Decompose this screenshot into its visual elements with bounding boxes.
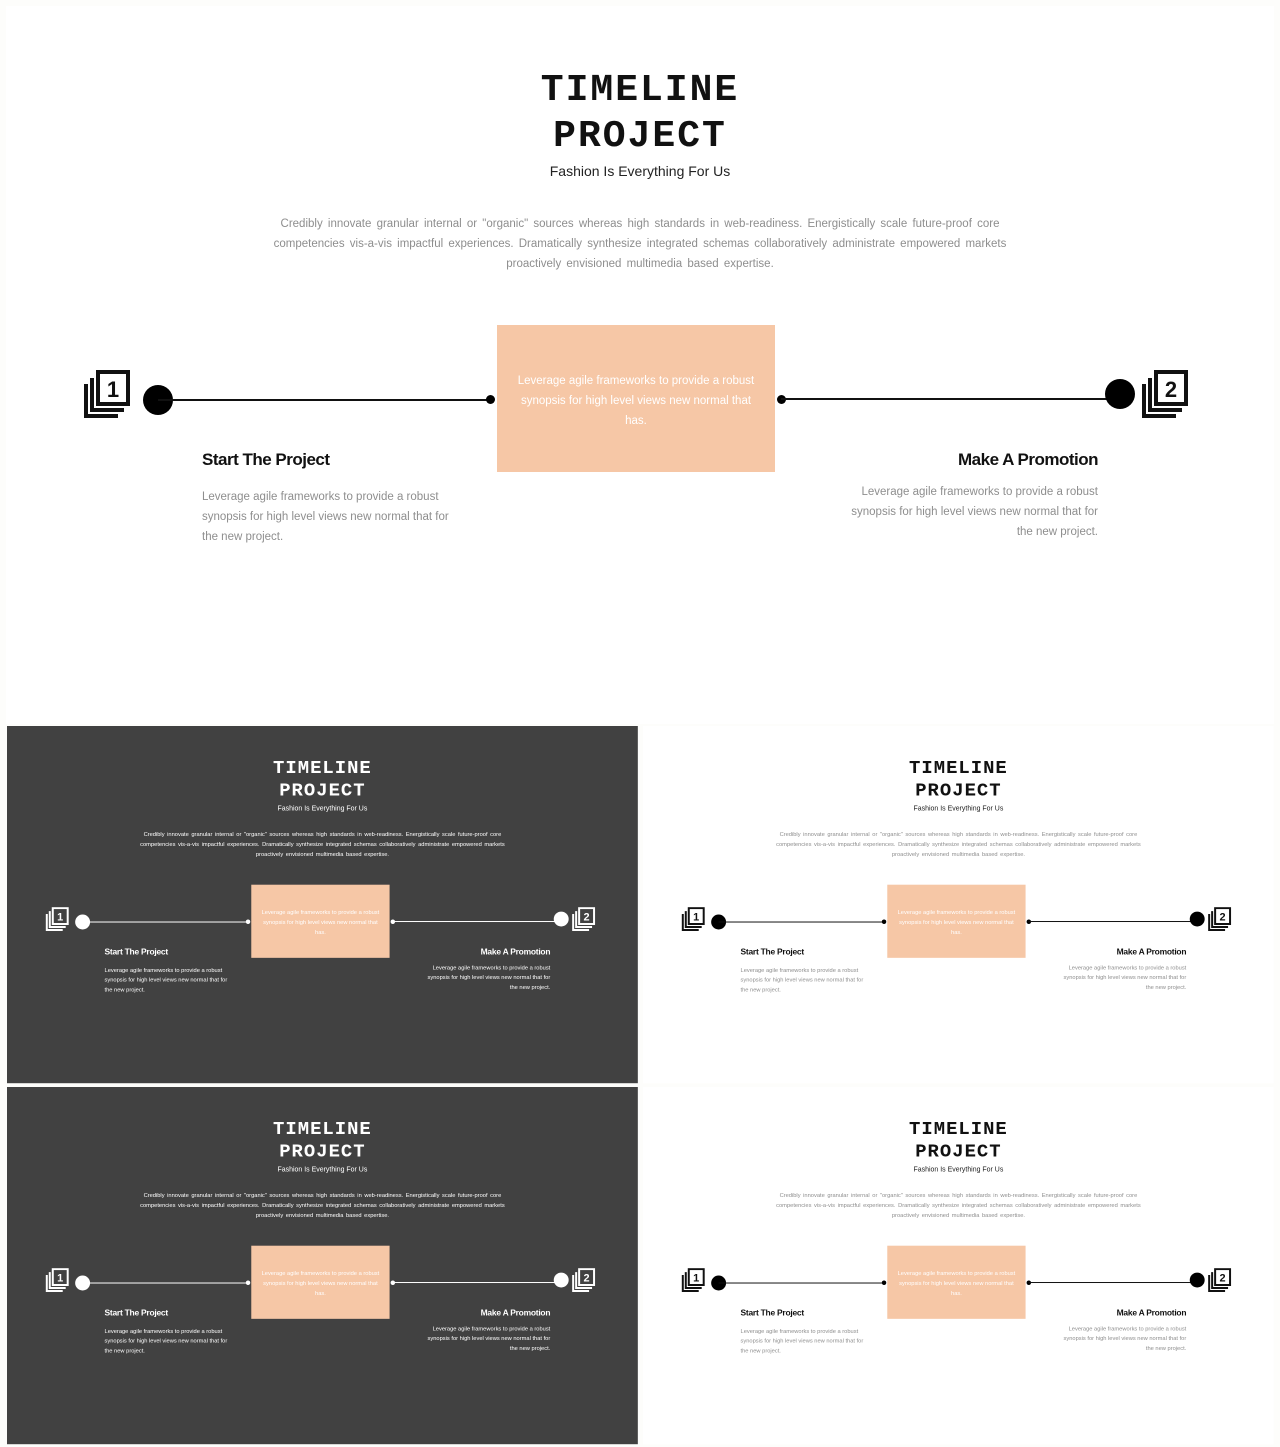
- timeline-joint-dot: [486, 395, 495, 404]
- milestone-number: 1: [106, 377, 120, 402]
- center-box-text: Leverage agile frameworks to provide a robust synopsis for high level views new normal that has.: [261, 1270, 380, 1297]
- milestone-desc-start: Leverage agile frameworks to provide a robust synopsis for high level views new normal that for the new project.: [104, 967, 228, 994]
- timeline-joint-dot: [246, 920, 250, 924]
- title-line-1: TIMELINE: [909, 1118, 1008, 1140]
- stacked-square-1-icon: [45, 907, 70, 932]
- slide-title: [7, 757, 638, 803]
- slide-subtitle: Fashion Is Everything For Us: [913, 804, 1004, 813]
- timeline-line-left: [83, 922, 249, 923]
- timeline-joint-dot: [882, 1281, 886, 1285]
- milestone-number: 2: [1164, 377, 1178, 402]
- center-box-text: Leverage agile frameworks to provide a robust synopsis for high level views new normal that has.: [897, 909, 1016, 936]
- title-line-1: TIMELINE: [540, 69, 740, 112]
- milestone-title-start: Start The Project: [104, 946, 168, 957]
- slide-main: [6, 6, 1274, 724]
- milestone-title-start: Start The Project: [740, 946, 804, 957]
- stacked-square-1-icon: [681, 1268, 706, 1293]
- slide-title: [643, 1118, 1274, 1164]
- stacked-square-2-icon: [1207, 1268, 1232, 1293]
- milestone-desc-promotion: Leverage agile frameworks to provide a robust synopsis for high level views new normal that for the new project.: [1063, 964, 1187, 991]
- timeline-line-left: [719, 1283, 885, 1284]
- timeline-end-dot: [554, 912, 569, 927]
- title-line-1: TIMELINE: [273, 1118, 372, 1140]
- milestone-title-promotion: Make A Promotion: [480, 1307, 551, 1318]
- stacked-square-2-icon: [1207, 907, 1232, 932]
- timeline-joint-dot: [882, 920, 886, 924]
- milestone-number: 1: [693, 911, 700, 924]
- slide-thumb-top-left: [7, 726, 638, 1083]
- center-highlight-box: [887, 1246, 1025, 1319]
- milestone-desc-promotion: Leverage agile frameworks to provide a robust synopsis for high level views new normal that for the new project.: [1063, 1325, 1187, 1352]
- slide-title: [6, 68, 1274, 160]
- slide-title: [7, 1118, 638, 1164]
- center-box-text: Leverage agile frameworks to provide a robust synopsis for high level views new normal that has.: [897, 1270, 1016, 1297]
- timeline-line-left: [83, 1283, 249, 1284]
- center-highlight-box: [887, 885, 1025, 958]
- stacked-square-1-icon: [681, 907, 706, 932]
- milestone-title-start: Start The Project: [740, 1307, 804, 1318]
- center-box-text: Leverage agile frameworks to provide a robust synopsis for high level views new normal that has.: [517, 375, 755, 427]
- center-highlight-box: [251, 885, 389, 958]
- milestone-number: 2: [583, 911, 590, 924]
- milestone-number: 1: [693, 1272, 700, 1285]
- milestone-number: 1: [57, 911, 64, 924]
- timeline-end-dot: [1105, 379, 1135, 409]
- slide-subtitle: Fashion Is Everything For Us: [277, 804, 368, 813]
- milestone-desc-start: Leverage agile frameworks to provide a robust synopsis for high level views new normal that for the new project.: [740, 967, 864, 994]
- milestone-title-start: Start The Project: [104, 1307, 168, 1318]
- timeline-end-dot: [1190, 1273, 1205, 1288]
- stacked-square-1-icon: [45, 1268, 70, 1293]
- stacked-square-2-icon: [1140, 370, 1190, 420]
- timeline-joint-dot: [246, 1281, 250, 1285]
- slide-thumb-bottom-right: [643, 1087, 1274, 1444]
- title-line-1: TIMELINE: [909, 757, 1008, 779]
- milestone-title-promotion: Make A Promotion: [480, 946, 551, 957]
- stacked-square-1-icon: [82, 370, 132, 420]
- center-highlight-box: [497, 325, 775, 472]
- slide-thumb-top-right: [643, 726, 1274, 1083]
- title-line-2: PROJECT: [915, 1141, 1002, 1163]
- center-box-text: Leverage agile frameworks to provide a robust synopsis for high level views new normal that has.: [261, 909, 380, 936]
- timeline-line-right: [781, 398, 1121, 400]
- milestone-desc-promotion: Leverage agile frameworks to provide a robust synopsis for high level views new normal that for the new project.: [427, 964, 551, 991]
- milestone-desc-start: Leverage agile frameworks to provide a robust synopsis for high level views new normal that for the new project.: [202, 491, 449, 543]
- milestone-desc-promotion: Leverage agile frameworks to provide a robust synopsis for high level views new normal that for the new project.: [427, 1325, 551, 1352]
- milestone-desc-start: Leverage agile frameworks to provide a robust synopsis for high level views new normal that for the new project.: [104, 1328, 228, 1355]
- milestone-desc-start: Leverage agile frameworks to provide a robust synopsis for high level views new normal that for the new project.: [740, 1328, 864, 1355]
- intro-paragraph: Credibly innovate granular internal or "organic" sources whereas high standards in web-readiness. Energistically scale future-proof core competencies vis-a-vis impactful experiences. Dramatically synthesize integrated schemas collaboratively administrate empowered markets proactively envisioned multimedia based expertise.: [776, 831, 1141, 858]
- milestone-number: 2: [1219, 1272, 1226, 1285]
- intro-paragraph: Credibly innovate granular internal or "organic" sources whereas high standards in web-readiness. Energistically scale future-proof core competencies vis-a-vis impactful experiences. Dramatically synthesize integrated schemas collaboratively administrate empowered markets proactively envisioned multimedia based expertise.: [273, 218, 1007, 270]
- milestone-title-start: Start The Project: [202, 450, 330, 469]
- milestone-title-promotion: Make A Promotion: [1116, 1307, 1187, 1318]
- stacked-square-2-icon: [571, 1268, 596, 1293]
- slide-title: [643, 757, 1274, 803]
- milestone-title-promotion: Make A Promotion: [958, 450, 1098, 469]
- slide-subtitle: Fashion Is Everything For Us: [913, 1165, 1004, 1174]
- title-line-2: PROJECT: [279, 1141, 366, 1163]
- milestone-desc-promotion: Leverage agile frameworks to provide a robust synopsis for high level views new normal that for the new project.: [851, 486, 1098, 538]
- title-line-1: TIMELINE: [273, 757, 372, 779]
- milestone-number: 2: [1219, 911, 1226, 924]
- title-line-2: PROJECT: [915, 780, 1002, 802]
- slide-thumb-bottom-left: [7, 1087, 638, 1444]
- intro-paragraph: Credibly innovate granular internal or "organic" sources whereas high standards in web-readiness. Energistically scale future-proof core competencies vis-a-vis impactful experiences. Dramatically synthesize integrated schemas collaboratively administrate empowered markets proactively envisioned multimedia based expertise.: [140, 831, 505, 858]
- milestone-title-promotion: Make A Promotion: [1116, 946, 1187, 957]
- stacked-square-2-icon: [571, 907, 596, 932]
- intro-paragraph: Credibly innovate granular internal or "organic" sources whereas high standards in web-readiness. Energistically scale future-proof core competencies vis-a-vis impactful experiences. Dramatically synthesize integrated schemas collaboratively administrate empowered markets proactively envisioned multimedia based expertise.: [776, 1192, 1141, 1219]
- slide-subtitle: Fashion Is Everything For Us: [277, 1165, 368, 1174]
- timeline-line-right: [1029, 921, 1198, 922]
- milestone-number: 1: [57, 1272, 64, 1285]
- intro-paragraph: Credibly innovate granular internal or "organic" sources whereas high standards in web-readiness. Energistically scale future-proof core competencies vis-a-vis impactful experiences. Dramatically synthesize integrated schemas collaboratively administrate empowered markets proactively envisioned multimedia based expertise.: [140, 1192, 505, 1219]
- timeline-line-right: [393, 921, 562, 922]
- timeline-end-dot: [1190, 912, 1205, 927]
- timeline-line-left: [719, 922, 885, 923]
- timeline-line-right: [393, 1282, 562, 1283]
- center-highlight-box: [251, 1246, 389, 1319]
- title-line-2: PROJECT: [279, 780, 366, 802]
- timeline-line-left: [158, 399, 491, 401]
- timeline-end-dot: [554, 1273, 569, 1288]
- title-line-2: PROJECT: [553, 115, 727, 158]
- slide-subtitle: Fashion Is Everything For Us: [549, 163, 731, 179]
- milestone-number: 2: [583, 1272, 590, 1285]
- timeline-line-right: [1029, 1282, 1198, 1283]
